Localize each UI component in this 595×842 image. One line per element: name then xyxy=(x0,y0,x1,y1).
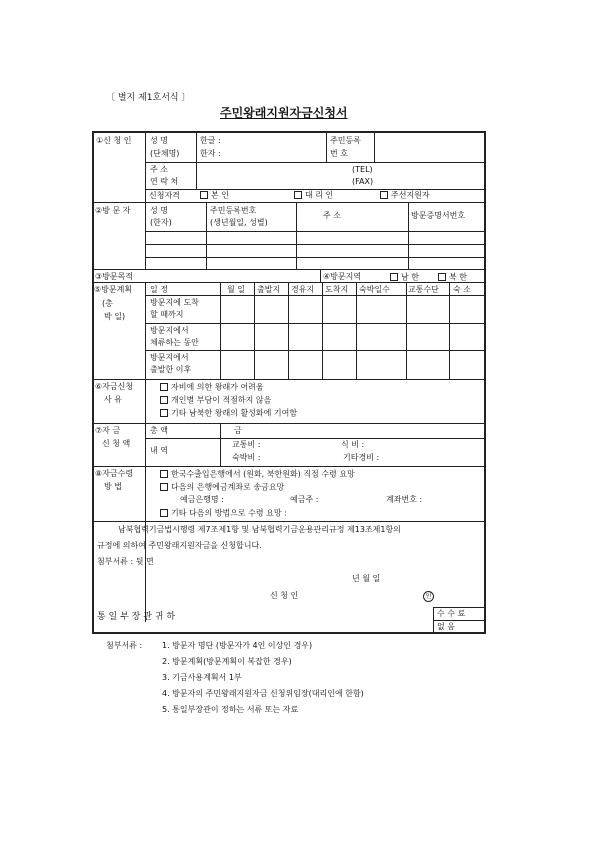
option-agent[interactable]: 대 리 인 xyxy=(294,191,333,200)
checkbox-receipt-1[interactable] xyxy=(160,470,168,478)
receipt-label: ⑧자금수령 xyxy=(95,469,134,478)
attachment-item-2: 2. 방문계획(방문계획이 복잡한 경우) xyxy=(162,657,292,666)
reason-label-2: 사 유 xyxy=(104,395,122,404)
date-line: 년 월 일 xyxy=(352,574,381,583)
plan-section-label: ⑤방문계획 xyxy=(94,285,133,294)
transport-cost: 교통비 : xyxy=(232,440,261,449)
region-label: ④방문지역 xyxy=(323,272,362,281)
col-date: 월 일 xyxy=(227,285,245,294)
account-label: 계좌번호 : xyxy=(386,495,423,504)
col-transit: 경유지 xyxy=(291,285,315,294)
resident-number-label: 주민등록 xyxy=(330,136,361,145)
col-departure: 출발지 xyxy=(257,285,281,294)
row-after-departure: 방문지에서 xyxy=(150,353,189,362)
declaration-line-1: 남북협력기금법시행령 제7조제1항 및 남북협력기금운용관리규정 제13조제1항의 xyxy=(118,525,401,534)
row-after-departure-2: 출발한 이후 xyxy=(150,365,192,374)
checkbox-receipt-3[interactable] xyxy=(160,509,168,517)
checkbox-promoter[interactable] xyxy=(380,191,388,199)
visitor-section-label: ②방 문 자 xyxy=(95,206,131,215)
visitor-name-header: 성 명 xyxy=(150,206,168,215)
purpose-label: ③방문목적 xyxy=(95,272,134,281)
other-cost: 기타경비 : xyxy=(343,453,380,462)
reason-opt-1[interactable]: 자비에 의한 왕래가 어려움 xyxy=(160,383,264,392)
attachment-back-note: 첨부서류 : 뒷 면 xyxy=(97,557,154,566)
plan-total-label: (총 xyxy=(102,299,113,308)
option-promoter[interactable]: 주선지원자 xyxy=(380,191,430,200)
plan-nights-label: 박 일) xyxy=(104,312,126,321)
holder-label: 예금주 : xyxy=(290,495,319,504)
qualification-label: 신청자격 xyxy=(149,191,180,200)
row-during-stay-2: 체류하는 동안 xyxy=(150,338,199,347)
meal-cost: 식 비 : xyxy=(341,440,365,449)
row-before-arrival-2: 할 때까지 xyxy=(150,310,184,319)
total-label: 총 액 xyxy=(150,426,168,435)
row-before-arrival: 방문지에 도착 xyxy=(150,298,199,307)
reason-opt-2[interactable]: 개인별 부담이 적절하지 않음 xyxy=(160,396,271,405)
receipt-opt-2[interactable]: 다음의 은행예금계좌로 송금요망 xyxy=(160,483,284,492)
col-arrival: 도착지 xyxy=(325,285,349,294)
visitor-birth-header: (생년월일, 성별) xyxy=(210,218,268,227)
checkbox-reason-2[interactable] xyxy=(160,396,168,404)
option-self[interactable]: 본 인 xyxy=(200,191,229,200)
option-north[interactable]: 북 한 xyxy=(438,273,467,282)
checkbox-reason-3[interactable] xyxy=(160,409,168,417)
row-during-stay: 방문지에서 xyxy=(150,326,189,335)
receipt-label-2: 방 법 xyxy=(104,482,122,491)
checkbox-self[interactable] xyxy=(200,191,208,199)
visitor-cert-header: 방문증명서번호 xyxy=(411,211,466,220)
lodging-cost: 숙박비 : xyxy=(232,453,261,462)
page-title: 주민왕래지원자금신청서 xyxy=(220,106,348,120)
checkbox-south[interactable] xyxy=(390,273,398,281)
checkbox-reason-1[interactable] xyxy=(160,383,168,391)
col-schedule: 일 정 xyxy=(150,285,168,294)
fee-label: 수 수 료 xyxy=(437,609,466,618)
applicant-label: 신 청 인 xyxy=(270,591,299,600)
declaration-line-2: 규정에 의하여 주민왕래지원자금을 신청합니다. xyxy=(97,541,262,550)
org-name-label: (단체명) xyxy=(150,149,180,158)
hanja-label: 한자 : xyxy=(200,149,221,158)
applicant-section-label: ①신 청 인 xyxy=(96,136,132,145)
reason-opt-3[interactable]: 기타 남북한 왕래의 활성화에 기여함 xyxy=(160,409,297,418)
col-transport: 교통수단 xyxy=(408,285,439,294)
fee-value: 없 음 xyxy=(437,622,455,631)
addressee: 통 일 부 장 관 귀 하 xyxy=(97,612,176,622)
checkbox-receipt-2[interactable] xyxy=(160,483,168,491)
tel-label: (TEL) xyxy=(352,165,373,174)
attachments-label: 첨부서류 : xyxy=(106,641,143,650)
seal-mark xyxy=(423,591,434,602)
attachment-item-4: 4. 방문자의 주민왕래지원자금 신청위임장(대리인에 한함) xyxy=(162,689,364,698)
visitor-address-header: 주 소 xyxy=(323,211,341,220)
form-number: 〔 별지 제1호서식 〕 xyxy=(106,93,191,103)
receipt-opt-3[interactable]: 기타 다음의 방법으로 수령 요망 : xyxy=(160,509,287,518)
col-nights: 숙박일수 xyxy=(359,285,390,294)
contact-label: 연 락 처 xyxy=(150,177,179,186)
total-unit: 금 xyxy=(234,426,242,435)
reason-label: ⑥자금신청 xyxy=(95,382,134,391)
checkbox-north[interactable] xyxy=(438,273,446,281)
receipt-opt-1[interactable]: 한국수출입은행에서 (원화, 북한원화) 직접 수령 요망 xyxy=(160,470,355,479)
bank-name-label: 예금은행명 : xyxy=(180,495,224,504)
seal-circle-icon: 인 xyxy=(423,591,434,602)
option-south[interactable]: 남 한 xyxy=(390,273,419,282)
amount-label: ⑦자 금 xyxy=(95,426,121,435)
address-label: 주 소 xyxy=(150,165,168,174)
col-lodging: 숙 소 xyxy=(453,285,471,294)
resident-number-label-2: 번 호 xyxy=(330,149,348,158)
visitor-hanja-header: (한자) xyxy=(150,218,172,227)
amount-label-2: 신 청 액 xyxy=(102,439,131,448)
attachment-item-1: 1. 방문자 명단 (방문자가 4인 이상인 경우) xyxy=(162,641,313,650)
detail-label: 내 역 xyxy=(150,446,168,455)
hangul-label: 한글 : xyxy=(200,136,221,145)
attachment-item-5: 5. 통일부장관이 정하는 서류 또는 자료 xyxy=(162,705,299,714)
attachment-item-3: 3. 기금사용계획서 1부 xyxy=(162,673,242,682)
fax-label: (FAX) xyxy=(352,177,374,186)
name-label: 성 명 xyxy=(150,136,168,145)
checkbox-agent[interactable] xyxy=(294,191,302,199)
visitor-resid-header: 주민등록번호 xyxy=(210,206,257,215)
